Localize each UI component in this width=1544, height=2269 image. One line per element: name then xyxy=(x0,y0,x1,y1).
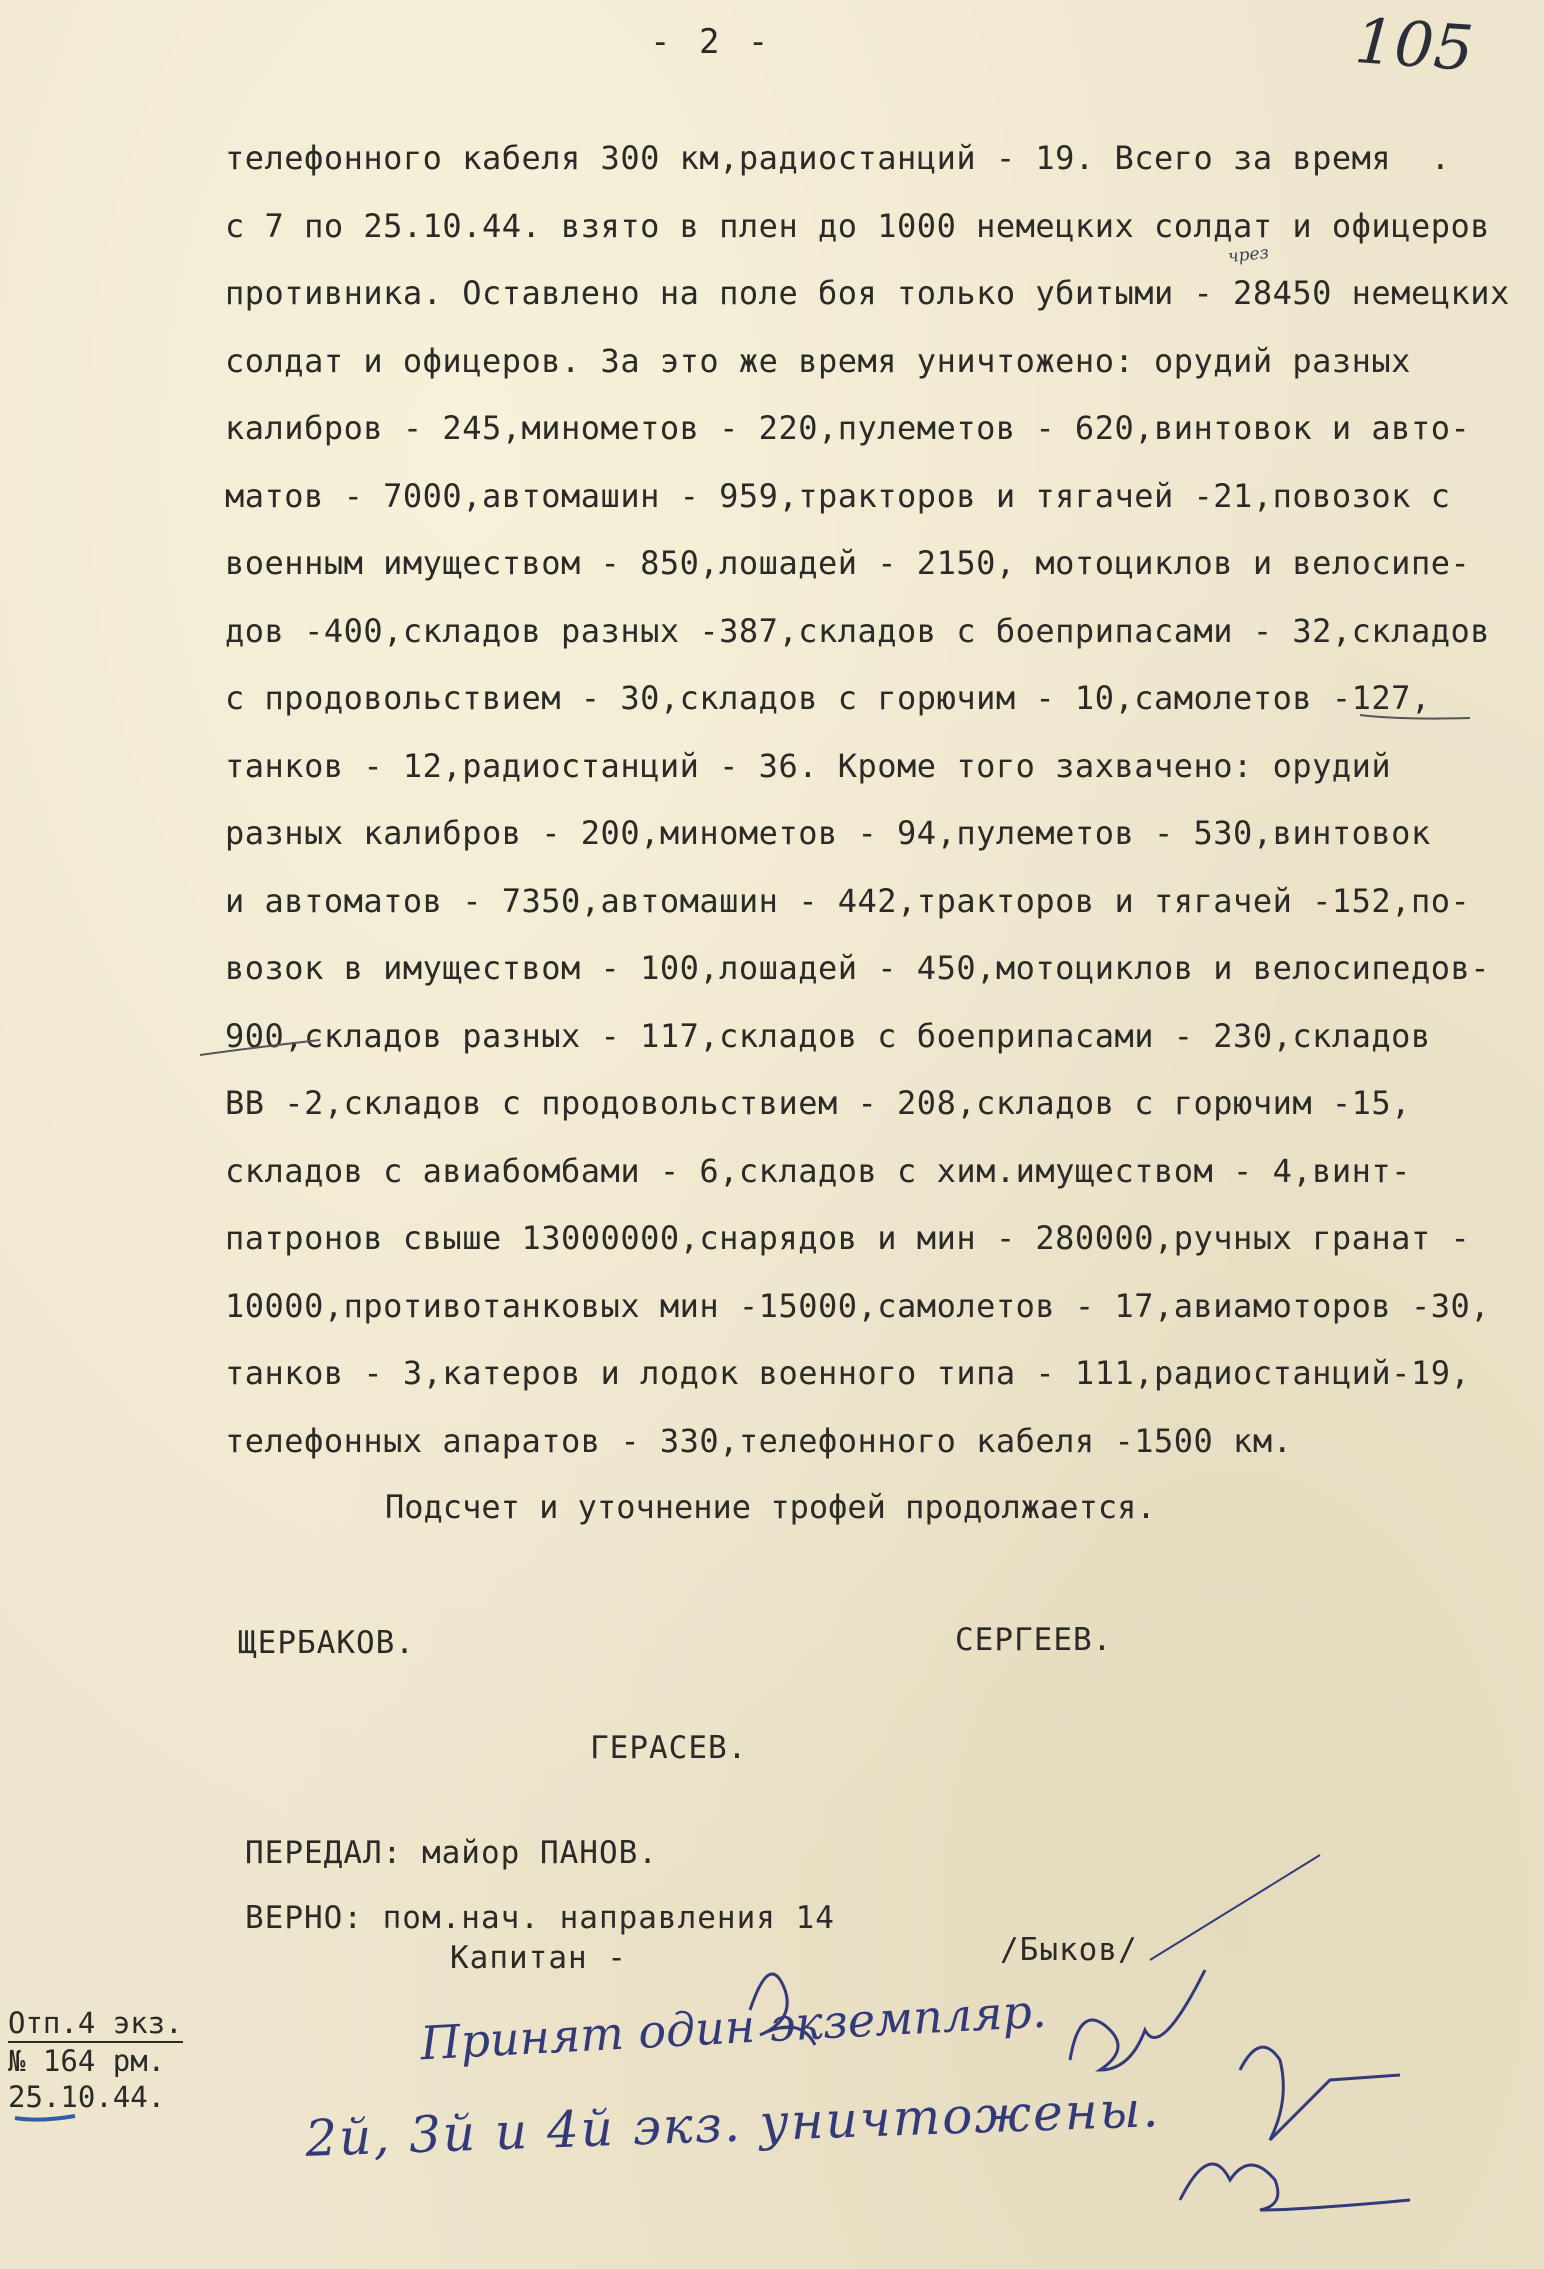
body-line: матов - 7000,автомашин - 959,тракторов и тягачей -21,повозок с xyxy=(225,476,1451,515)
copies-date: 25.10.44. xyxy=(8,2080,166,2114)
rank-captain: Капитан - xyxy=(450,1940,627,1976)
body-line: телефонных апаратов - 330,телефонного кабеля -1500 км. xyxy=(225,1421,1293,1460)
signature-scribble xyxy=(1070,1970,1205,2070)
body-line: возок в имуществом - 100,лошадей - 450,мотоциклов и велосипедов- xyxy=(225,949,1490,987)
copies-count: Отп.4 экз. xyxy=(8,2005,183,2043)
handwritten-annotation-small: чрез xyxy=(1227,242,1270,268)
signature-gerasev: ГЕРАСЕВ. xyxy=(590,1730,748,1766)
body-line: военным имуществом - 850,лошадей - 2150, мотоциклов и велосипе- xyxy=(225,544,1471,582)
body-line: ВВ -2,складов с продовольствием - 208,складов с горючим -15, xyxy=(225,1084,1411,1122)
copies-note xyxy=(8,2005,183,2115)
verified-by: ВЕРНО: пом.нач. направления 14 xyxy=(245,1900,835,1936)
body-line: патронов свыше 13000000,снарядов и мин - 280000,ручных гранат - xyxy=(225,1219,1471,1257)
body-line: танков - 3,катеров и лодок военного типа - 111,радиостанций-19, xyxy=(225,1354,1471,1392)
body-line: 900,складов разных - 117,складов с боеприпасами - 230,складов xyxy=(225,1016,1431,1055)
body-line: калибров - 245,минометов - 220,пулеметов - 620,винтовок и авто- xyxy=(225,409,1471,447)
body-line: и автоматов - 7350,автомашин - 442,тракторов и тягачей -152,по- xyxy=(225,881,1471,920)
transmitted-by: ПЕРЕДАЛ: майор ПАНОВ. xyxy=(245,1835,658,1871)
body-line: складов с авиабомбами - 6,складов с хим.имуществом - 4,винт- xyxy=(225,1151,1411,1190)
signature-scribble xyxy=(1150,1855,1320,1960)
body-line: танков - 12,радиостанций - 36. Кроме того захвачено: орудий xyxy=(225,746,1392,785)
page-number: - 2 - xyxy=(650,22,773,62)
body-line: разных калибров - 200,минометов - 94,пулеметов - 530,винтовок xyxy=(225,814,1431,852)
body-line: с продовольствием - 30,складов с горючим - 10,самолетов -127, xyxy=(225,679,1431,717)
body-text xyxy=(225,125,1535,1475)
archive-sheet-number: 105 xyxy=(1352,3,1476,86)
signature-scribble xyxy=(1180,2164,1410,2210)
name-bykov: /Быков/ xyxy=(1000,1932,1138,1968)
signature-shcherbakov: ЩЕРБАКОВ. xyxy=(238,1625,415,1661)
body-line: 10000,противотанковых мин -15000,самолетов - 17,авиамоторов -30, xyxy=(225,1286,1490,1325)
body-line: с 7 по 25.10.44. взято в плен до 1000 немецких солдат и офицеров xyxy=(225,206,1490,245)
signature-sergeev: СЕРГЕЕВ. xyxy=(955,1622,1113,1658)
handwritten-destroyed-note: 2й, 3й и 4й экз. уничтожены. xyxy=(304,2080,1162,2168)
closing-sentence: Подсчет и уточнение трофей продолжается. xyxy=(385,1488,1156,1526)
ink-underline xyxy=(15,2116,75,2120)
body-line: противника. Оставлено на поле боя только убитыми - 28450 немецких xyxy=(225,274,1510,312)
copies-register: № 164 рм. xyxy=(8,2044,166,2078)
body-line: дов -400,складов разных -387,складов с боеприпасами - 32,складов xyxy=(225,611,1490,650)
signature-scribble xyxy=(1240,2047,1400,2140)
body-line: телефонного кабеля 300 км,радиостанций - 19. Всего за время . xyxy=(225,139,1451,177)
handwritten-accepted-note: Принят один экземпляр. xyxy=(419,1983,1048,2071)
body-line: солдат и офицеров. За это же время уничтожено: орудий разных xyxy=(225,341,1411,380)
